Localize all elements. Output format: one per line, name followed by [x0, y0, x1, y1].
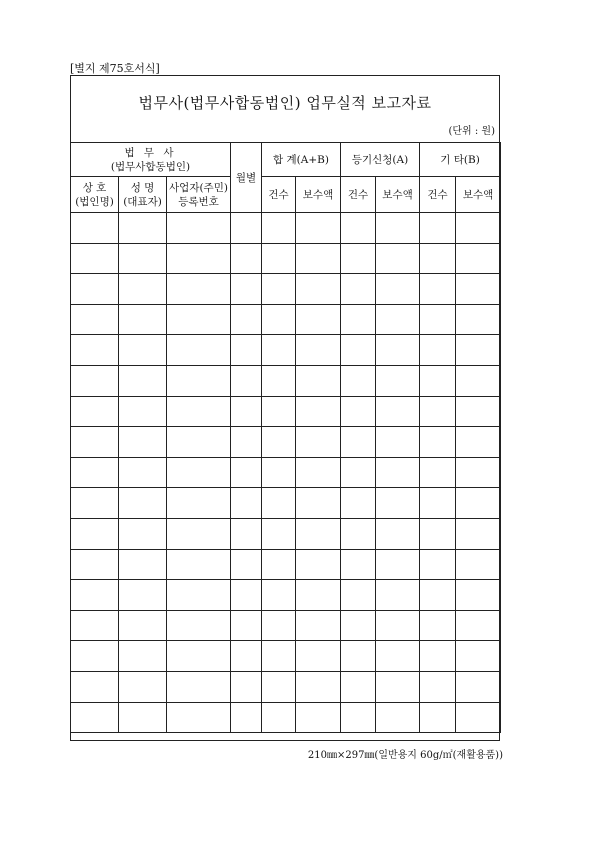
entry-cell[interactable] [296, 518, 341, 549]
entry-cell[interactable] [167, 213, 231, 244]
entry-cell[interactable] [119, 702, 167, 733]
entry-cell[interactable] [296, 457, 341, 488]
entry-cell[interactable] [456, 427, 501, 458]
entry-cell[interactable] [71, 274, 119, 305]
entry-cell[interactable] [231, 702, 262, 733]
entry-cell[interactable] [420, 488, 456, 519]
entry-cell[interactable] [262, 549, 296, 580]
table-row [71, 488, 501, 519]
entry-cell[interactable] [167, 365, 231, 396]
table-row [71, 213, 501, 244]
entry-cell[interactable] [456, 641, 501, 672]
entry-cell[interactable] [119, 365, 167, 396]
entry-cell[interactable] [456, 213, 501, 244]
entry-cell[interactable] [167, 702, 231, 733]
entry-cell[interactable] [456, 396, 501, 427]
entry-cell[interactable] [376, 304, 420, 335]
entry-cell[interactable] [341, 243, 376, 274]
entry-cell[interactable] [456, 243, 501, 274]
entry-cell[interactable] [71, 427, 119, 458]
entry-cell[interactable] [420, 641, 456, 672]
entry-cell[interactable] [420, 243, 456, 274]
entry-cell[interactable] [341, 610, 376, 641]
name-sublabel: (대표자) [123, 195, 162, 208]
entry-cell[interactable] [420, 580, 456, 611]
entry-cell[interactable] [376, 580, 420, 611]
registration-label: 사업자(주민) [169, 181, 228, 194]
entry-cell[interactable] [456, 274, 501, 305]
entry-cell[interactable] [71, 213, 119, 244]
entry-cell[interactable] [119, 641, 167, 672]
report-form [70, 75, 500, 741]
entry-cell[interactable] [167, 488, 231, 519]
entry-cell[interactable] [341, 580, 376, 611]
table-row [71, 274, 501, 305]
entry-cell[interactable] [71, 702, 119, 733]
table-row [71, 457, 501, 488]
entry-cell[interactable] [262, 580, 296, 611]
entry-cell[interactable] [376, 243, 420, 274]
entry-cell[interactable] [262, 641, 296, 672]
entry-cell[interactable] [231, 243, 262, 274]
title-area [71, 76, 499, 142]
entry-cell[interactable] [262, 213, 296, 244]
entry-cell[interactable] [231, 610, 262, 641]
total-header: 합 계(A+B) [262, 143, 341, 177]
entry-cell[interactable] [167, 549, 231, 580]
table-row [71, 304, 501, 335]
entry-cell[interactable] [71, 518, 119, 549]
entry-cell[interactable] [420, 335, 456, 366]
entry-cell[interactable] [262, 457, 296, 488]
entry-cell[interactable] [420, 213, 456, 244]
entry-cell[interactable] [262, 304, 296, 335]
entry-cell[interactable] [262, 396, 296, 427]
entry-cell[interactable] [262, 335, 296, 366]
entry-cell[interactable] [376, 365, 420, 396]
entry-cell[interactable] [119, 274, 167, 305]
other-header: 기 타(B) [420, 143, 501, 177]
registry-header: 등기신청(A) [341, 143, 420, 177]
entry-cell[interactable] [296, 671, 341, 702]
table-row [71, 427, 501, 458]
entry-cell[interactable] [167, 427, 231, 458]
entry-cell[interactable] [296, 365, 341, 396]
entry-cell[interactable] [420, 702, 456, 733]
lawyer-group-label: 법 무 사 [124, 146, 177, 159]
entry-cell[interactable] [231, 641, 262, 672]
entry-cell[interactable] [262, 488, 296, 519]
report-table [70, 142, 501, 733]
entry-cell[interactable] [341, 365, 376, 396]
entry-cell[interactable] [376, 427, 420, 458]
other-count-header: 건수 [420, 177, 456, 213]
entry-cell[interactable] [456, 518, 501, 549]
entry-cell[interactable] [341, 274, 376, 305]
table-row [71, 396, 501, 427]
entry-cell[interactable] [376, 488, 420, 519]
table-row [71, 549, 501, 580]
entry-cell[interactable] [167, 518, 231, 549]
entry-cell[interactable] [296, 243, 341, 274]
entry-cell[interactable] [456, 457, 501, 488]
trade-name-header [71, 177, 119, 213]
entry-cell[interactable] [341, 457, 376, 488]
lawyer-group-header [71, 143, 231, 177]
entry-cell[interactable] [296, 274, 341, 305]
entry-cell[interactable] [420, 365, 456, 396]
entry-cell[interactable] [341, 488, 376, 519]
entry-cell[interactable] [119, 335, 167, 366]
entry-cell[interactable] [231, 580, 262, 611]
table-row [71, 518, 501, 549]
entry-cell[interactable] [262, 671, 296, 702]
entry-cell[interactable] [119, 243, 167, 274]
entry-cell[interactable] [167, 396, 231, 427]
entry-cell[interactable] [71, 580, 119, 611]
table-row [71, 702, 501, 733]
entry-cell[interactable] [119, 610, 167, 641]
entry-cell[interactable] [119, 488, 167, 519]
entry-cell[interactable] [456, 610, 501, 641]
entry-cell[interactable] [262, 365, 296, 396]
entry-cell[interactable] [231, 396, 262, 427]
entry-cell[interactable] [341, 304, 376, 335]
form-number: [별지 제75호서식] [70, 62, 160, 75]
entry-cell[interactable] [167, 243, 231, 274]
entry-cell[interactable] [167, 610, 231, 641]
entry-cell[interactable] [231, 671, 262, 702]
entry-cell[interactable] [296, 549, 341, 580]
entry-cell[interactable] [119, 213, 167, 244]
entry-cell[interactable] [231, 427, 262, 458]
entry-cell[interactable] [456, 335, 501, 366]
entry-cell[interactable] [71, 396, 119, 427]
lawyer-group-sublabel: (법무사합동법인) [110, 160, 191, 173]
entry-cell[interactable] [420, 671, 456, 702]
entry-cell[interactable] [167, 304, 231, 335]
entry-cell[interactable] [296, 335, 341, 366]
entry-cell[interactable] [341, 518, 376, 549]
entry-cell[interactable] [119, 549, 167, 580]
trade-name-label: 상 호 [82, 181, 107, 194]
entry-cell[interactable] [71, 671, 119, 702]
entry-cell[interactable] [420, 518, 456, 549]
entry-cell[interactable] [262, 610, 296, 641]
entry-cell[interactable] [296, 702, 341, 733]
entry-cell[interactable] [119, 396, 167, 427]
name-label: 성 명 [130, 181, 155, 194]
entry-cell[interactable] [231, 488, 262, 519]
entry-cell[interactable] [341, 213, 376, 244]
name-header [119, 177, 167, 213]
entry-cell[interactable] [376, 702, 420, 733]
table-row [71, 335, 501, 366]
entry-cell[interactable] [167, 457, 231, 488]
other-fee-header: 보수액 [456, 177, 501, 213]
entry-cell[interactable] [296, 610, 341, 641]
entry-cell[interactable] [296, 488, 341, 519]
table-row [71, 671, 501, 702]
entry-cell[interactable] [420, 427, 456, 458]
entry-cell[interactable] [456, 488, 501, 519]
entry-cell[interactable] [167, 274, 231, 305]
entry-cell[interactable] [296, 304, 341, 335]
entry-cell[interactable] [420, 610, 456, 641]
entry-cell[interactable] [376, 518, 420, 549]
entry-cell[interactable] [262, 243, 296, 274]
entry-cell[interactable] [296, 396, 341, 427]
entry-cell[interactable] [231, 365, 262, 396]
form-title: 법무사(법무사합동법인) 업무실적 보고자료 [138, 94, 432, 112]
paper-spec-note: 210㎜×297㎜(일반용지 60g/㎡(재활용품)) [307, 750, 503, 761]
entry-cell[interactable] [341, 335, 376, 366]
entry-cell[interactable] [231, 304, 262, 335]
entry-cell[interactable] [420, 396, 456, 427]
header-row-2 [71, 177, 501, 213]
entry-cell[interactable] [167, 335, 231, 366]
entry-cell[interactable] [262, 427, 296, 458]
table-row [71, 243, 501, 274]
entry-cell[interactable] [341, 549, 376, 580]
entry-cell[interactable] [376, 213, 420, 244]
entry-cell[interactable] [456, 671, 501, 702]
entry-cell[interactable] [119, 457, 167, 488]
entry-cell[interactable] [376, 457, 420, 488]
entry-cell[interactable] [341, 427, 376, 458]
entry-cell[interactable] [119, 580, 167, 611]
table-row [71, 610, 501, 641]
entry-cell[interactable] [71, 243, 119, 274]
entry-cell[interactable] [420, 549, 456, 580]
entry-cell[interactable] [376, 396, 420, 427]
entry-cell[interactable] [71, 335, 119, 366]
entry-cell[interactable] [456, 365, 501, 396]
entry-cell[interactable] [262, 518, 296, 549]
entry-cell[interactable] [71, 304, 119, 335]
table-row [71, 365, 501, 396]
entry-cell[interactable] [71, 365, 119, 396]
registry-count-header: 건수 [341, 177, 376, 213]
month-header: 월별 [231, 143, 262, 213]
entry-cell[interactable] [119, 518, 167, 549]
total-count-header: 건수 [262, 177, 296, 213]
unit-note: (단위 : 원) [448, 126, 495, 137]
entry-cell[interactable] [71, 641, 119, 672]
entry-cell[interactable] [456, 580, 501, 611]
entry-cell[interactable] [456, 549, 501, 580]
entry-cell[interactable] [376, 610, 420, 641]
entry-cell[interactable] [296, 641, 341, 672]
entry-cell[interactable] [341, 702, 376, 733]
entry-cell[interactable] [341, 671, 376, 702]
entry-cell[interactable] [296, 213, 341, 244]
entry-cell[interactable] [376, 335, 420, 366]
entry-cell[interactable] [262, 702, 296, 733]
registration-sublabel: 등록번호 [178, 195, 219, 208]
entry-cell[interactable] [71, 610, 119, 641]
entry-cell[interactable] [296, 427, 341, 458]
entry-cell[interactable] [167, 580, 231, 611]
registry-fee-header: 보수액 [376, 177, 420, 213]
entry-cell[interactable] [341, 641, 376, 672]
registration-header [167, 177, 231, 213]
entry-cell[interactable] [231, 335, 262, 366]
entry-cell[interactable] [420, 457, 456, 488]
entry-cell[interactable] [71, 549, 119, 580]
entry-cell[interactable] [376, 641, 420, 672]
table-row [71, 580, 501, 611]
entry-cell[interactable] [231, 213, 262, 244]
entry-cell[interactable] [119, 304, 167, 335]
entry-cell[interactable] [376, 549, 420, 580]
entry-cell[interactable] [262, 274, 296, 305]
entry-cell[interactable] [119, 427, 167, 458]
entry-cell[interactable] [167, 671, 231, 702]
entry-cell[interactable] [456, 304, 501, 335]
entry-cell[interactable] [231, 274, 262, 305]
entry-cell[interactable] [420, 304, 456, 335]
entry-cell[interactable] [167, 641, 231, 672]
entry-cell[interactable] [231, 518, 262, 549]
entry-cell[interactable] [341, 396, 376, 427]
entry-cell[interactable] [231, 457, 262, 488]
entry-cell[interactable] [296, 580, 341, 611]
entry-cell[interactable] [119, 671, 167, 702]
entry-cell[interactable] [420, 274, 456, 305]
entry-cell[interactable] [231, 549, 262, 580]
entry-cell[interactable] [376, 274, 420, 305]
entry-cell[interactable] [71, 488, 119, 519]
header-row-1 [71, 143, 501, 177]
entry-cell[interactable] [71, 457, 119, 488]
entry-cell[interactable] [376, 671, 420, 702]
entry-cell[interactable] [456, 702, 501, 733]
table-row [71, 641, 501, 672]
trade-name-sublabel: (법인명) [75, 195, 114, 208]
total-fee-header: 보수액 [296, 177, 341, 213]
